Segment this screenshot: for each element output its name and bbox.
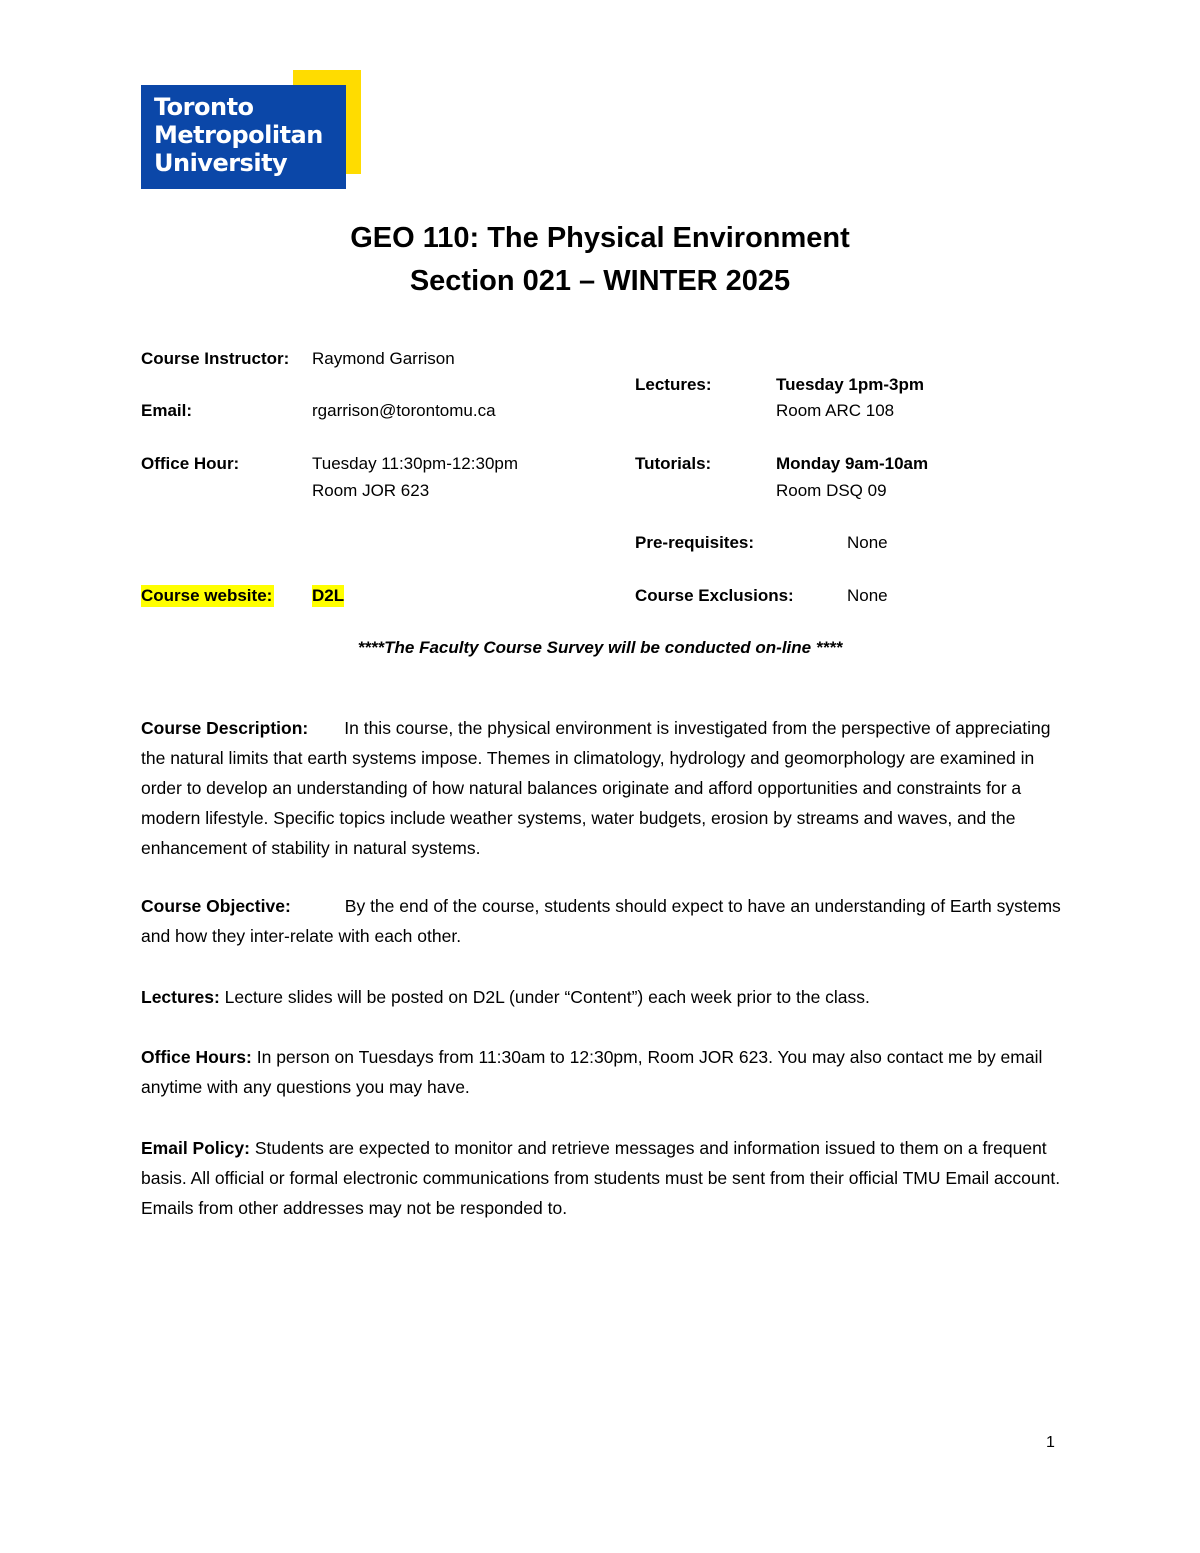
email-policy-text: Students are expected to monitor and retrieve messages and information issued to them on a frequent basis. All official or formal electronic communications from students must be sent from their official TMU Email account. Emails from other addresses may not be responded to. bbox=[141, 1138, 1061, 1218]
office-para-label: Office Hours: bbox=[141, 1047, 252, 1067]
website-value[interactable]: D2L bbox=[312, 586, 345, 605]
email-label: Email: bbox=[141, 401, 193, 420]
tutorials-label: Tutorials: bbox=[635, 454, 712, 473]
lectures-room: Room ARC 108 bbox=[776, 401, 895, 420]
office-hour-room: Room JOR 623 bbox=[312, 481, 430, 500]
course-description bbox=[141, 713, 1066, 863]
page-number: 1 bbox=[1046, 1434, 1055, 1451]
tutorials-time: Monday 9am-10am bbox=[776, 454, 929, 473]
course-title: GEO 110: The Physical Environment bbox=[350, 222, 850, 254]
email-policy-paragraph bbox=[141, 1133, 1066, 1223]
description-text: In this course, the physical environment is investigated from the perspective of appreciating the natural limits that earth systems impose. Themes in climatology, hydrology and geomorphology are examined in order to develop an understanding of how natural balances originate and afford opportunities and constraints for a modern lifestyle. Specific topics include weather systems, water budgets, erosion by streams and waves, and the enhancement of stability in natural systems. bbox=[141, 718, 1051, 858]
prereq-value: None bbox=[847, 533, 888, 552]
course-objective bbox=[141, 891, 1066, 951]
instructor-label: Course Instructor: bbox=[141, 349, 290, 368]
office-para-text: In person on Tuesdays from 11:30am to 12:30pm, Room JOR 623. You may also contact me by email anytime with any questions you may have. bbox=[141, 1047, 1043, 1097]
email-value[interactable]: rgarrison@torontomu.ca bbox=[312, 401, 496, 420]
prereq-label: Pre-requisites: bbox=[635, 533, 755, 552]
logo-text bbox=[154, 93, 323, 177]
course-section: Section 021 – WINTER 2025 bbox=[409, 265, 791, 297]
objective-text: By the end of the course, students should expect to have an understanding of Earth systems and how they inter-relate with each other. bbox=[141, 896, 1061, 946]
logo-line-2: Metropolitan bbox=[154, 121, 323, 149]
logo-line-3: University bbox=[154, 149, 288, 177]
lectures-paragraph bbox=[141, 982, 1066, 1012]
logo-line-1: Toronto bbox=[154, 93, 254, 121]
tutorials-room: Room DSQ 09 bbox=[776, 481, 887, 500]
lectures-para-text: Lecture slides will be posted on D2L (under “Content”) each week prior to the class. bbox=[224, 987, 870, 1007]
lectures-para-label: Lectures: bbox=[141, 987, 220, 1007]
objective-label: Course Objective: bbox=[141, 896, 291, 916]
description-label: Course Description: bbox=[141, 718, 309, 738]
instructor-value: Raymond Garrison bbox=[312, 349, 455, 368]
survey-note: ****The Faculty Course Survey will be conducted on-line **** bbox=[357, 638, 843, 657]
office-hour-label: Office Hour: bbox=[141, 454, 240, 473]
website-label: Course website: bbox=[141, 586, 273, 605]
email-policy-label: Email Policy: bbox=[141, 1138, 250, 1158]
office-hours-paragraph bbox=[141, 1042, 1066, 1102]
lectures-time: Tuesday 1pm-3pm bbox=[776, 375, 925, 394]
exclusions-value: None bbox=[847, 586, 888, 605]
office-hour-time: Tuesday 11:30pm-12:30pm bbox=[312, 454, 519, 473]
lectures-label: Lectures: bbox=[635, 375, 712, 394]
exclusions-label: Course Exclusions: bbox=[635, 586, 794, 605]
